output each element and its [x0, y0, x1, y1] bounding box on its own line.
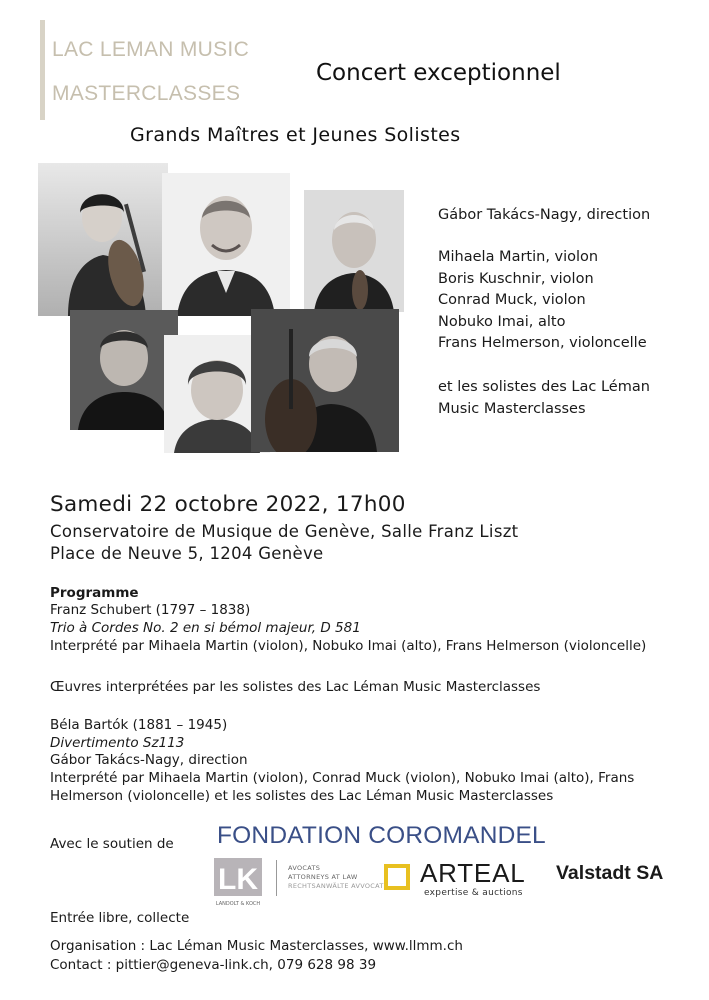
lk-text-line-1: AVOCATS	[288, 864, 321, 872]
cast-member: Frans Helmerson, violoncelle	[438, 335, 647, 351]
org-name-line-2: MASTERCLASSES	[52, 82, 241, 105]
arteal-square-icon	[384, 864, 410, 890]
piece2-title: Divertimento Sz113	[50, 735, 185, 751]
cast-soloists-line-1: et les solistes des Lac Léman	[438, 379, 650, 395]
lk-text-line-3: RECHTSANWÄLTE AVVOCATI	[288, 882, 386, 890]
arteal-logo: ARTEAL	[420, 858, 526, 888]
event-date: Samedi 22 octobre 2022, 17h00	[50, 492, 406, 517]
cast-member: Nobuko Imai, alto	[438, 313, 566, 330]
cast-member: Conrad Muck, violon	[438, 292, 586, 308]
header-accent-bar	[40, 20, 45, 120]
org-name-line-1: LAC LEMAN MUSIC	[52, 38, 250, 61]
portrait-photo-cellist	[251, 309, 399, 452]
lk-text-line-2: ATTORNEYS AT LAW	[288, 873, 358, 881]
programme-heading: Programme	[50, 585, 139, 601]
cast-member: Mihaela Martin, violon	[438, 249, 599, 265]
svg-text:LANDOLT & KOCH: LANDOLT & KOCH	[215, 901, 261, 907]
piece1-composer: Franz Schubert (1797 – 1838)	[50, 602, 251, 618]
cast-director: Gábor Takács-Nagy, direction	[438, 207, 651, 223]
cast-soloists-line-2: Music Masterclasses	[438, 400, 586, 417]
cast-member: Boris Kuschnir, violon	[438, 270, 594, 287]
event-venue: Conservatoire de Musique de Genève, Salle Franz Liszt	[50, 522, 519, 541]
event-address: Place de Neuve 5, 1204 Genève	[50, 544, 324, 563]
page-title: Concert exceptionnel	[316, 60, 561, 86]
piece1-title: Trio à Cordes No. 2 en si bémol majeur, D 581	[50, 620, 361, 636]
page-subtitle: Grands Maîtres et Jeunes Solistes	[130, 124, 461, 146]
fondation-coromandel-logo: FONDATION COROMANDEL	[217, 822, 546, 849]
portrait-photo-conductor	[162, 173, 290, 316]
portrait-photo-violinist-3	[70, 310, 178, 430]
piece2-composer: Béla Bartók (1881 – 1945)	[50, 717, 228, 733]
contact-line: Contact : pittier@geneva-link.ch, 079 628 98 39	[50, 957, 377, 973]
portrait-photo-violinist-2	[304, 190, 404, 312]
sponsors-label: Avec le soutien de	[50, 836, 174, 852]
piece1-performers: Interprété par Mihaela Martin (violon), Nobuko Imai (alto), Frans Helmerson (violoncelle)	[50, 638, 647, 654]
piece2-performers-line-1: Interprété par Mihaela Martin (violon), Conrad Muck (violon), Nobuko Imai (alto), Frans	[50, 770, 635, 786]
entry-info: Entrée libre, collecte	[50, 910, 190, 926]
svg-text:LK: LK	[218, 863, 258, 896]
piece2-direction: Gábor Takács-Nagy, direction	[50, 752, 248, 768]
lk-divider	[276, 860, 277, 896]
landolt-koch-logo	[214, 858, 284, 912]
organisation-line: Organisation : Lac Léman Music Masterclasses, www.llmm.ch	[50, 938, 463, 954]
valstadt-logo: Valstadt SA	[556, 862, 664, 884]
students-works: Œuvres interprétées par les solistes des Lac Léman Music Masterclasses	[50, 679, 541, 695]
piece2-performers-line-2: Helmerson (violoncelle) et les solistes des Lac Léman Music Masterclasses	[50, 788, 554, 804]
portrait-photo-violinist	[38, 163, 168, 316]
arteal-tagline: expertise & auctions	[424, 888, 523, 898]
